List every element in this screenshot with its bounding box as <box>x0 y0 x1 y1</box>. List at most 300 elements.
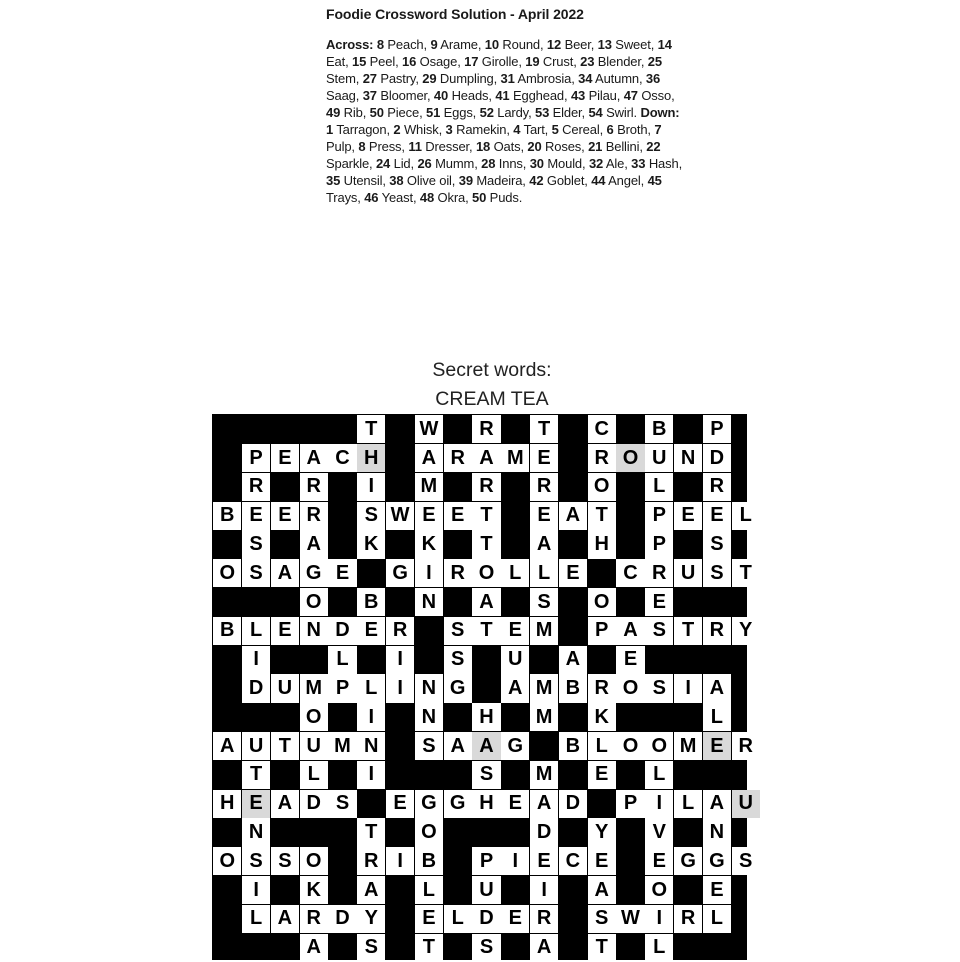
grid-cell: E <box>501 790 529 818</box>
grid-cell: B <box>213 617 241 645</box>
grid-cell: B <box>559 732 587 760</box>
grid-cell: C <box>616 559 644 587</box>
grid-cell: A <box>559 646 587 674</box>
grid-cell: E <box>271 502 299 530</box>
grid-cell: H <box>213 790 241 818</box>
grid-cell: I <box>386 646 414 674</box>
clue-answer: Blender <box>597 54 641 69</box>
clue-answer: Lid <box>393 156 411 171</box>
grid-cell: U <box>645 444 673 472</box>
grid-cell: K <box>588 703 616 731</box>
grid-cell: T <box>415 934 443 962</box>
grid-cell: E <box>415 905 443 933</box>
grid-cell: P <box>703 415 731 443</box>
grid-cell: B <box>213 502 241 530</box>
grid-cell: M <box>501 444 529 472</box>
grid-cell: T <box>588 502 616 530</box>
grid-cell: P <box>242 444 270 472</box>
grid-cell: H <box>472 790 500 818</box>
clue-answer: Inns <box>498 156 523 171</box>
grid-cell: A <box>271 905 299 933</box>
grid-cell: B <box>559 674 587 702</box>
down-answers: 1 Tarragon, 2 Whisk, 3 Ramekin, 4 Tart, 5 Cereal, 6 Broth, 7 Pulp, 8 Press, 11 Dresser, 18 Oats, 20 Roses, 21 Bellini, 22 Sparkle, 24 Lid, 26 Mumm, 28 Inns, 30 Mould, 32 Ale, 33 Hash, 35 Utensil, 38 Olive oil, 39 Madeira, 42 Goblet, 44 Angel, 45 Trays, 46 Yeast, 48 Okra, 50 Puds. <box>326 122 683 205</box>
grid-cell: W <box>415 415 443 443</box>
clue-number: 27 <box>362 71 377 86</box>
clue-number: 20 <box>527 139 542 154</box>
grid-cell: E <box>530 502 558 530</box>
clue-answer: Goblet <box>546 173 585 188</box>
grid-cell: C <box>328 444 356 472</box>
grid-cell: M <box>530 617 558 645</box>
grid-cell: T <box>588 934 616 962</box>
clue-number: 40 <box>433 88 449 103</box>
clue-answer: Pastry <box>380 71 416 86</box>
clue-number: 46 <box>364 190 379 205</box>
clue-answer: Bloomer <box>380 88 427 103</box>
grid-cell: G <box>300 559 328 587</box>
grid-cell: D <box>530 818 558 846</box>
grid-cell: E <box>674 502 702 530</box>
clue-answer: Sparkle <box>326 156 370 171</box>
clue-answer: Sweet <box>615 37 651 52</box>
grid-cell: A <box>415 444 443 472</box>
grid-cell: I <box>386 847 414 875</box>
grid-cell: E <box>645 847 673 875</box>
grid-cell: L <box>732 502 760 530</box>
grid-cell: S <box>472 761 500 789</box>
grid-cell: L <box>703 905 731 933</box>
clue-answer: Press <box>368 139 402 154</box>
clue-number: 21 <box>588 139 603 154</box>
clue-number: 32 <box>588 156 604 171</box>
grid-cell: L <box>645 761 673 789</box>
clue-number: 12 <box>546 37 562 52</box>
grid-cell: Y <box>732 617 760 645</box>
grid-cell: S <box>242 530 270 558</box>
grid-cell: N <box>357 732 385 760</box>
clue-number: 8 <box>376 37 384 52</box>
clue-answer: Round <box>502 37 540 52</box>
grid-cell: S <box>530 588 558 616</box>
clue-answer: Puds <box>489 190 519 205</box>
clue-answer: Beer <box>564 37 591 52</box>
grid-cell: R <box>472 415 500 443</box>
clue-answer: Pilau <box>588 88 617 103</box>
grid-cell: A <box>213 732 241 760</box>
grid-cell: A <box>616 617 644 645</box>
clue-answer: Hash <box>648 156 679 171</box>
clue-answer: Broth <box>617 122 648 137</box>
clue-number: 23 <box>580 54 595 69</box>
clue-answer: Ramekin <box>456 122 507 137</box>
grid-cell: A <box>472 588 500 616</box>
crossword-grid <box>212 414 753 960</box>
clue-answer: Cereal <box>562 122 600 137</box>
clue-number: 42 <box>529 173 544 188</box>
grid-cell: A <box>501 674 529 702</box>
grid-cell: E <box>501 905 529 933</box>
grid-cell: O <box>616 674 644 702</box>
grid-cell: O <box>616 732 644 760</box>
grid-cell: K <box>415 530 443 558</box>
grid-cell: I <box>357 703 385 731</box>
clue-answer: Ale <box>605 156 625 171</box>
grid-cell: N <box>242 818 270 846</box>
grid-cell: L <box>328 646 356 674</box>
grid-cell: I <box>242 646 270 674</box>
grid-cell: S <box>703 559 731 587</box>
grid-cell: A <box>559 502 587 530</box>
grid-cell: T <box>271 732 299 760</box>
grid-cell: H <box>357 444 385 472</box>
clue-number: 54 <box>588 105 603 120</box>
grid-cell: D <box>242 674 270 702</box>
grid-cell: D <box>703 444 731 472</box>
grid-cell: R <box>588 674 616 702</box>
grid-cell: S <box>242 847 270 875</box>
grid-cell: L <box>530 559 558 587</box>
grid-cell: L <box>357 674 385 702</box>
clue-answer: Egghead <box>512 88 564 103</box>
grid-cell: E <box>530 847 558 875</box>
grid-cell: E <box>271 444 299 472</box>
grid-cell: N <box>300 617 328 645</box>
grid-cell: E <box>386 790 414 818</box>
clue-answer: Bellini <box>605 139 640 154</box>
clue-answer: Peach <box>387 37 424 52</box>
clue-answer: Olive oil <box>406 173 452 188</box>
grid-cell: S <box>357 502 385 530</box>
grid-cell: W <box>616 905 644 933</box>
grid-cell: S <box>732 847 760 875</box>
grid-cell: S <box>444 617 472 645</box>
clue-answer: Eat <box>326 54 346 69</box>
grid-cell: E <box>444 502 472 530</box>
clue-number: 31 <box>500 71 515 86</box>
grid-cell: K <box>357 530 385 558</box>
grid-cell: R <box>703 617 731 645</box>
clue-answer: Yeast <box>381 190 413 205</box>
clue-answer: Ambrosia <box>517 71 572 86</box>
clue-number: 17 <box>464 54 479 69</box>
clue-number: 48 <box>419 190 435 205</box>
grid-cell: E <box>242 502 270 530</box>
grid-cell: E <box>588 761 616 789</box>
grid-cell: D <box>559 790 587 818</box>
clue-answer: Dresser <box>425 139 470 154</box>
grid-cell: I <box>242 876 270 904</box>
grid-cell: G <box>501 732 529 760</box>
clue-answer: Elder <box>552 105 582 120</box>
grid-cell: V <box>645 818 673 846</box>
grid-cell: I <box>645 790 673 818</box>
clue-number: 44 <box>591 173 606 188</box>
clue-number: 51 <box>426 105 441 120</box>
clue-number: 45 <box>647 173 662 188</box>
grid-cell: E <box>357 617 385 645</box>
grid-cell: E <box>415 502 443 530</box>
grid-cell: O <box>213 559 241 587</box>
clue-number: 43 <box>570 88 586 103</box>
grid-cell: R <box>386 617 414 645</box>
clue-answer: Trays <box>326 190 358 205</box>
grid-cell: P <box>645 502 673 530</box>
clue-number: 35 <box>326 173 341 188</box>
grid-cell: R <box>732 732 760 760</box>
clue-number: 41 <box>495 88 510 103</box>
clue-number: 3 <box>445 122 453 137</box>
clue-answer: Tarragon <box>336 122 387 137</box>
grid-cell: U <box>472 876 500 904</box>
clue-number: 19 <box>525 54 540 69</box>
clue-number: 18 <box>475 139 491 154</box>
grid-cell: I <box>357 761 385 789</box>
clue-number: 53 <box>535 105 550 120</box>
grid-cell: T <box>732 559 760 587</box>
clue-answer: Osso <box>641 88 672 103</box>
clue-answer: Tart <box>523 122 545 137</box>
grid-cell: L <box>501 559 529 587</box>
grid-cell: G <box>415 790 443 818</box>
grid-cell: U <box>732 790 760 818</box>
grid-cell: E <box>588 847 616 875</box>
solution-text <box>326 36 686 206</box>
clue-answer: Utensil <box>343 173 383 188</box>
clue-answer: Arame <box>440 37 478 52</box>
grid-cell: E <box>703 876 731 904</box>
clue-number: 11 <box>408 139 422 154</box>
grid-cell: I <box>386 674 414 702</box>
clue-number: 5 <box>551 122 559 137</box>
grid-cell: S <box>328 790 356 818</box>
grid-cell: O <box>300 847 328 875</box>
grid-cell: R <box>472 473 500 501</box>
grid-cell: H <box>588 530 616 558</box>
grid-cell: U <box>242 732 270 760</box>
grid-cell: T <box>357 415 385 443</box>
grid-cell: L <box>645 934 673 962</box>
down-label: Down: <box>640 105 680 120</box>
grid-cell: M <box>530 674 558 702</box>
grid-cell: O <box>588 588 616 616</box>
clue-answer: Osage <box>419 54 458 69</box>
across-label: Across: <box>326 37 374 52</box>
grid-cell: P <box>588 617 616 645</box>
clue-answer: Angel <box>608 173 641 188</box>
clue-number: 15 <box>352 54 367 69</box>
grid-cell: L <box>242 905 270 933</box>
grid-cell: A <box>271 559 299 587</box>
grid-cell: T <box>472 617 500 645</box>
grid-cell: B <box>415 847 443 875</box>
grid-cell: I <box>645 905 673 933</box>
grid-cell: U <box>674 559 702 587</box>
grid-cell: E <box>703 502 731 530</box>
clue-answer: Swirl <box>606 105 634 120</box>
grid-cell: E <box>242 790 270 818</box>
grid-cell: S <box>242 559 270 587</box>
grid-cell: U <box>271 674 299 702</box>
grid-cell: N <box>703 818 731 846</box>
clue-number: 6 <box>606 122 614 137</box>
grid-cell: A <box>300 934 328 962</box>
across-answers: 8 Peach, 9 Arame, 10 Round, 12 Beer, 13 Sweet, 14 Eat, 15 Peel, 16 Osage, 17 Girolle, 19 Crust, 23 Blender, 25 Stem, 27 Pastry, 29 Dumpling, 31 Ambrosia, 34 Autumn, 36 Saag, 37 Bloomer, 40 Heads, 41 Egghead, 43 Pilau, 47 Osso, 49 Rib, 50 Piece, 51 Eggs, 52 Lardy, 53 Elder, 54 Swirl. <box>326 37 675 120</box>
clue-answer: Peel <box>369 54 396 69</box>
clue-answer: Whisk <box>403 122 439 137</box>
grid-cell: T <box>530 415 558 443</box>
grid-cell: O <box>588 473 616 501</box>
clue-number: 30 <box>529 156 544 171</box>
clue-answer: Heads <box>451 88 489 103</box>
grid-cell: T <box>472 502 500 530</box>
grid-cell: O <box>472 559 500 587</box>
grid-cell: A <box>300 444 328 472</box>
grid-cell: L <box>674 790 702 818</box>
grid-cell: R <box>300 473 328 501</box>
grid-cell: A <box>472 444 500 472</box>
grid-cell: M <box>674 732 702 760</box>
clue-answer: Oats <box>493 139 521 154</box>
clue-number: 36 <box>645 71 661 86</box>
grid-cell: T <box>357 818 385 846</box>
grid-cell: G <box>703 847 731 875</box>
grid-cell: T <box>472 530 500 558</box>
grid-cell: S <box>703 530 731 558</box>
grid-cell: E <box>271 617 299 645</box>
clue-number: 49 <box>326 105 341 120</box>
grid-cell: U <box>501 646 529 674</box>
page-title: Foodie Crossword Solution - April 2022 <box>326 6 584 22</box>
grid-cell: I <box>674 674 702 702</box>
grid-cell: A <box>472 732 500 760</box>
grid-cell: N <box>415 703 443 731</box>
clue-number: 22 <box>646 139 661 154</box>
grid-cell: D <box>472 905 500 933</box>
grid-cell: P <box>645 530 673 558</box>
grid-cell: L <box>645 473 673 501</box>
grid-cell: B <box>357 588 385 616</box>
grid-cell: R <box>703 473 731 501</box>
clue-number: 50 <box>472 190 487 205</box>
grid-cell: L <box>415 876 443 904</box>
grid-cell: A <box>444 732 472 760</box>
grid-cell: C <box>588 415 616 443</box>
grid-cell: G <box>444 674 472 702</box>
grid-cell: R <box>444 444 472 472</box>
clue-number: 33 <box>631 156 646 171</box>
clue-number: 7 <box>654 122 662 137</box>
grid-cell: M <box>328 732 356 760</box>
grid-cell: M <box>300 674 328 702</box>
grid-cell: W <box>386 502 414 530</box>
grid-cell: N <box>415 588 443 616</box>
grid-cell: E <box>328 559 356 587</box>
clue-answer: Autumn <box>595 71 639 86</box>
grid-cell: E <box>559 559 587 587</box>
clue-number: 50 <box>369 105 384 120</box>
grid-cell: O <box>415 818 443 846</box>
grid-cell: M <box>415 473 443 501</box>
grid-cell: L <box>300 761 328 789</box>
grid-cell: A <box>703 790 731 818</box>
grid-cell: P <box>328 674 356 702</box>
grid-cell: S <box>271 847 299 875</box>
clue-answer: Mould <box>547 156 583 171</box>
grid-cell: A <box>300 530 328 558</box>
grid-cell: G <box>674 847 702 875</box>
grid-cell: A <box>530 530 558 558</box>
grid-cell: S <box>588 905 616 933</box>
grid-cell: I <box>501 847 529 875</box>
clue-number: 1 <box>326 122 334 137</box>
grid-cell: S <box>645 617 673 645</box>
clue-number: 24 <box>375 156 391 171</box>
clue-answer: Madeira <box>476 173 523 188</box>
grid-cell: O <box>616 444 644 472</box>
grid-cell: E <box>645 588 673 616</box>
clue-answer: Girolle <box>481 54 519 69</box>
clue-answer: Saag <box>326 88 356 103</box>
clue-number: 26 <box>417 156 432 171</box>
clue-number: 9 <box>430 37 438 52</box>
grid-cell: S <box>472 934 500 962</box>
grid-cell: R <box>444 559 472 587</box>
grid-cell: G <box>386 559 414 587</box>
grid-cell: I <box>530 876 558 904</box>
grid-cell: S <box>645 674 673 702</box>
clue-number: 37 <box>362 88 377 103</box>
grid-cell: L <box>703 703 731 731</box>
clue-number: 2 <box>393 122 401 137</box>
grid-cell: M <box>530 703 558 731</box>
clue-answer: Okra <box>437 190 466 205</box>
grid-cell: R <box>300 905 328 933</box>
grid-cell: B <box>645 415 673 443</box>
clue-answer: Pulp <box>326 139 352 154</box>
grid-cell: A <box>271 790 299 818</box>
grid-cell: R <box>357 847 385 875</box>
grid-cell: U <box>300 732 328 760</box>
grid-cell: R <box>300 502 328 530</box>
grid-cell: A <box>703 674 731 702</box>
clue-number: 8 <box>358 139 366 154</box>
grid-cell: E <box>501 617 529 645</box>
grid-cell: R <box>242 473 270 501</box>
grid-cell: R <box>530 473 558 501</box>
grid-cell: A <box>530 790 558 818</box>
grid-cell: D <box>328 905 356 933</box>
grid-cell: E <box>703 732 731 760</box>
grid-cell: D <box>328 617 356 645</box>
grid-cell: P <box>616 790 644 818</box>
clue-number: 38 <box>389 173 404 188</box>
grid-cell: E <box>616 646 644 674</box>
grid-cell: O <box>645 876 673 904</box>
grid-cell: P <box>472 847 500 875</box>
grid-cell: L <box>444 905 472 933</box>
grid-cell: A <box>530 934 558 962</box>
grid-cell: O <box>645 732 673 760</box>
grid-cell: S <box>415 732 443 760</box>
grid-cell: A <box>588 876 616 904</box>
clue-number: 14 <box>657 37 672 52</box>
grid-cell: S <box>444 646 472 674</box>
grid-cell: L <box>588 732 616 760</box>
clue-number: 4 <box>513 122 521 137</box>
clue-answer: Piece <box>387 105 420 120</box>
grid-cell: R <box>588 444 616 472</box>
grid-cell: K <box>300 876 328 904</box>
